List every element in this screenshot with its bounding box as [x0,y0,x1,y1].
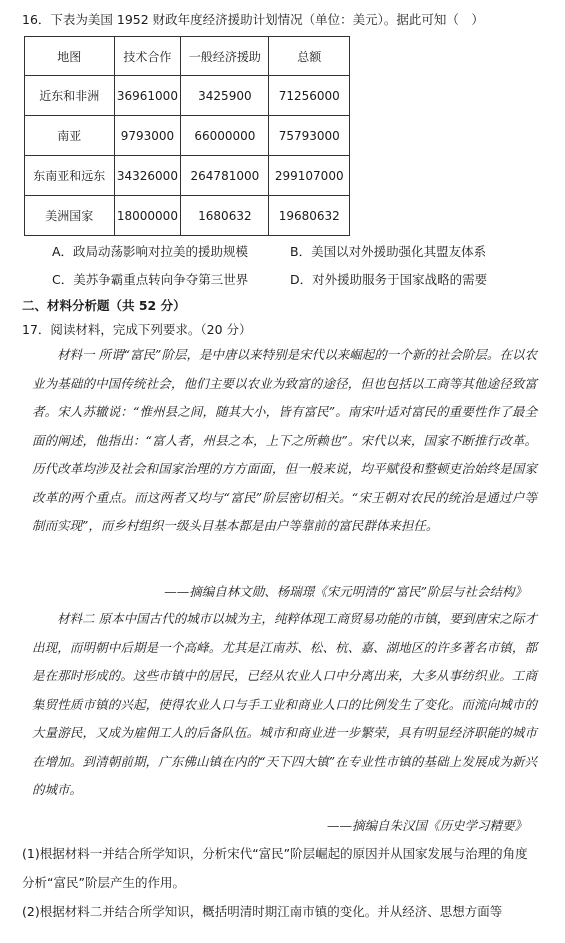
table-cell: 264781000 [181,156,269,196]
table-cell: 东南亚和远东 [25,156,115,196]
table-header-row [25,37,350,76]
option-c: C．美苏争霸重点转向争夺第三世界 [52,272,249,287]
material-1: 材料一 所谓“富民”阶层，是中唐以来特别是宋代以来崛起的一个新的社会阶层。在以农业为基础的中国传统社会，他们主要以农业为致富的途径，但也包括以工商等其他途径致富者。宋人苏辙说：“惟州县之间，随其大小，皆有富民”。南宋叶适对富民的重要性作了最全面的阐述，他指出：“富人者，州县之本，上下之所赖也”。宋代以来，国家不断推行改革。历代改革均涉及社会和国家治理的方方面面，但一般来说，均平赋役和整顿吏治始终是国家改革的两个重点。而这两者又均与“富民”阶层密切相关。“宋王朝对农民的统治是通过户等制而实现”，而乡村组织一级头目基本都是由户等靠前的富民群体来担任。 [32,347,537,533]
table-row [25,76,350,116]
option-a: A．政局动荡影响对拉美的援助规模 [52,244,249,259]
table-header: 总额 [269,37,350,76]
table-cell: 19680632 [269,196,350,236]
table-cell: 近东和非洲 [25,76,115,116]
option-b: B．美国以对外援助强化其盟友体系 [290,244,487,259]
table-row [25,116,350,156]
table-cell: 南亚 [25,116,115,156]
question-16-stem: 16．下表为美国 1952 财政年度经济援助计划情况（单位：美元）。据此可知（ ） [22,12,484,27]
sub-question-1: (1)根据材料一并结合所学知识，分析宋代“富民”阶层崛起的原因并从国家发展与治理的角度分析“富民”阶层产生的作用。 [22,846,528,890]
table-cell: 1680632 [181,196,269,236]
question-17-stem: 17．阅读材料，完成下列要求。（20 分） [22,322,252,337]
aid-table [24,36,350,236]
table-cell: 299107000 [269,156,350,196]
table-cell: 75793000 [269,116,350,156]
section-title: 二、材料分析题（共 52 分） [22,298,186,313]
material-2: 材料二 原本中国古代的城市以城为主，纯粹体现工商贸易功能的市镇，要到唐宋之际才出现，而明朝中后期是一个高峰。尤其是江南苏、松、杭、嘉、湖地区的许多著名市镇，都是在那时形成的。这些市镇中的居民，已经从农业人口中分离出来，大多从事纺织业。工商集贸性质市镇的兴起，使得农业人口与手工业和商业人口的比例发生了变化。而流向城市的大量游民，又成为雇佣工人的后备队伍。城市和商业进一步繁荣，具有明显经济职能的城市在增加。到清朝前期，广东佛山镇在内的“天下四大镇”在专业性市镇的基础上发展成为新兴的城市。 [32,611,537,797]
table-header: 技术合作 [114,37,181,76]
sub-question-2: (2)根据材料二并结合所学知识，概括明清时期江南市镇的变化。并从经济、思想方面等 [22,904,503,919]
table-header: 地图 [25,37,115,76]
table-header: 一般经济援助 [181,37,269,76]
table-cell: 美洲国家 [25,196,115,236]
table-row [25,196,350,236]
table-row [25,156,350,196]
table-cell: 36961000 [114,76,181,116]
table-cell: 71256000 [269,76,350,116]
table-cell: 3425900 [181,76,269,116]
table-cell: 34326000 [114,156,181,196]
option-d: D．对外援助服务于国家战略的需要 [290,272,488,287]
table-cell: 66000000 [181,116,269,156]
table-cell: 9793000 [114,116,181,156]
material-1-source: ——摘编自林文勋、杨瑞璟《宋元明清的“富民”阶层与社会结构》 [164,584,527,599]
table-cell: 18000000 [114,196,181,236]
material-2-source: ——摘编自朱汉国《历史学习精要》 [326,818,527,833]
